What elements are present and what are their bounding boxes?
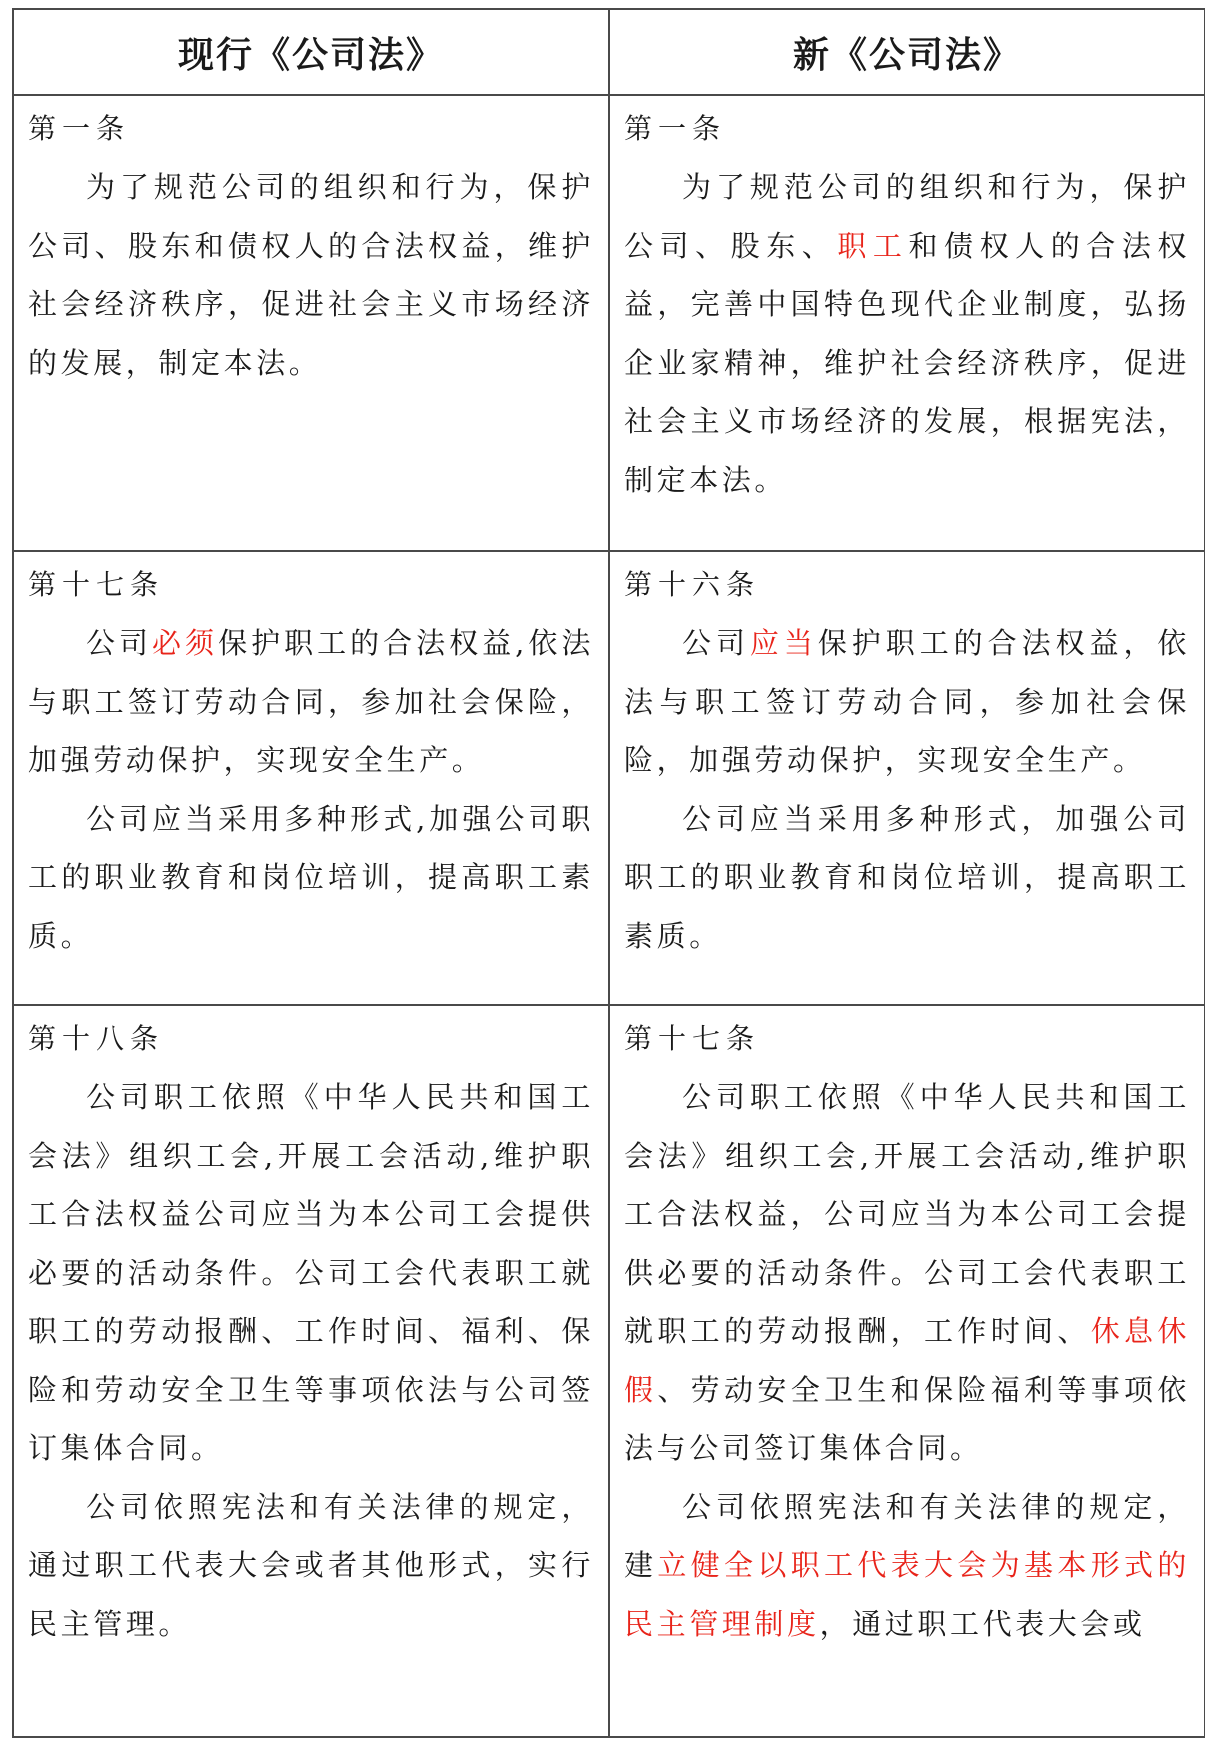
new-law-cell <box>609 95 1205 551</box>
article-text: 、劳动安全卫生和保险福利等事项依法与公司签订集体合同。 <box>624 1372 1190 1465</box>
new-law-cell <box>609 551 1205 1005</box>
article-text: 公司 <box>682 626 750 660</box>
article-number: 第十八条 <box>28 1022 165 1055</box>
article-paragraph <box>28 790 594 966</box>
article-number: 第十七条 <box>28 568 165 601</box>
article-text: 公司职工依照《中华人民共和国工会法》组织工会,开展工会活动,维护职工合法权益公司应当为本公司工会提供必要的活动条件。公司工会代表职工就职工的劳动报酬、工作时间、福利、保险和劳动安全卫生等事项依法与公司签订集体合同。 <box>28 1080 594 1465</box>
amended-text: 必须 <box>152 626 219 660</box>
amended-text: 职工 <box>837 228 909 263</box>
article-text: 公司应当采用多种形式,加强公司职工的职业教育和岗位培训，提高职工素质。 <box>28 801 594 953</box>
article-text: 公司依照宪法和有关法律的规定，通过职工代表大会或者其他形式，实行民主管理。 <box>28 1489 594 1641</box>
article-paragraph <box>28 1068 594 1478</box>
article-text: ，通过职工代表大会或 <box>819 1606 1146 1641</box>
article-text: 公司依照宪法和有关法律的规定，建 <box>624 1489 1190 1582</box>
article-text: 公司职工依照《中华人民共和国工会法》组织工会,开展工会活动,维护职工合法权益，公司应当为本公司工会提供必要的活动条件。公司工会代表职工就职工的劳动报酬，工作时间、 <box>624 1080 1190 1348</box>
article-text: 和债权人的合法权益，完善中国特色现代企业制度，弘扬企业家精神，维护社会经济秩序，促进社会主义市场经济的发展，根据宪法，制定本法。 <box>624 228 1190 497</box>
amended-text: 应当 <box>749 626 818 660</box>
article-paragraph <box>624 1068 1190 1478</box>
article-text: 保护职工的合法权益,依法与职工签订劳动合同，参加社会保险，加强劳动保护，实现安全生产。 <box>28 626 595 777</box>
article-number: 第十七条 <box>624 1022 761 1055</box>
amended-text: 立健全以职工代表大会为基本形式的民主管理制度 <box>624 1548 1190 1641</box>
article-text: 保护职工的合法权益，依法与职工签订劳动合同，参加社会保险，加强劳动保护，实现安全生产。 <box>624 626 1191 777</box>
article-paragraph <box>28 158 594 392</box>
amended-text: 休息休假 <box>624 1314 1190 1407</box>
current-law-cell <box>13 95 609 551</box>
header-current-law: 现行《公司法》 <box>13 9 609 95</box>
comparison-table <box>12 8 1205 1738</box>
article-paragraph <box>624 790 1190 966</box>
table-row <box>13 551 1205 1005</box>
article-text: 为了规范公司的组织和行为，保护公司、股东和债权人的合法权益，维护社会经济秩序，促进社会主义市场经济的发展，制定本法。 <box>28 170 594 380</box>
article-paragraph <box>624 158 1190 509</box>
article-paragraph <box>624 614 1190 790</box>
current-law-cell <box>13 551 609 1005</box>
header-row <box>13 9 1205 95</box>
article-paragraph <box>624 1478 1190 1654</box>
new-law-cell <box>609 1005 1205 1737</box>
table-row <box>13 95 1205 551</box>
current-law-cell <box>13 1005 609 1737</box>
article-text: 公司应当采用多种形式，加强公司职工的职业教育和岗位培训，提高职工素质。 <box>624 801 1190 953</box>
article-text: 公司 <box>86 626 153 660</box>
article-number: 第十六条 <box>624 568 761 601</box>
article-text: 为了规范公司的组织和行为，保护公司、股东、 <box>624 170 1190 263</box>
article-paragraph <box>28 1478 594 1654</box>
table-row <box>13 1005 1205 1737</box>
header-new-law: 新《公司法》 <box>609 9 1205 95</box>
article-number: 第一条 <box>624 112 727 145</box>
article-paragraph <box>28 614 594 790</box>
article-number: 第一条 <box>28 112 131 145</box>
